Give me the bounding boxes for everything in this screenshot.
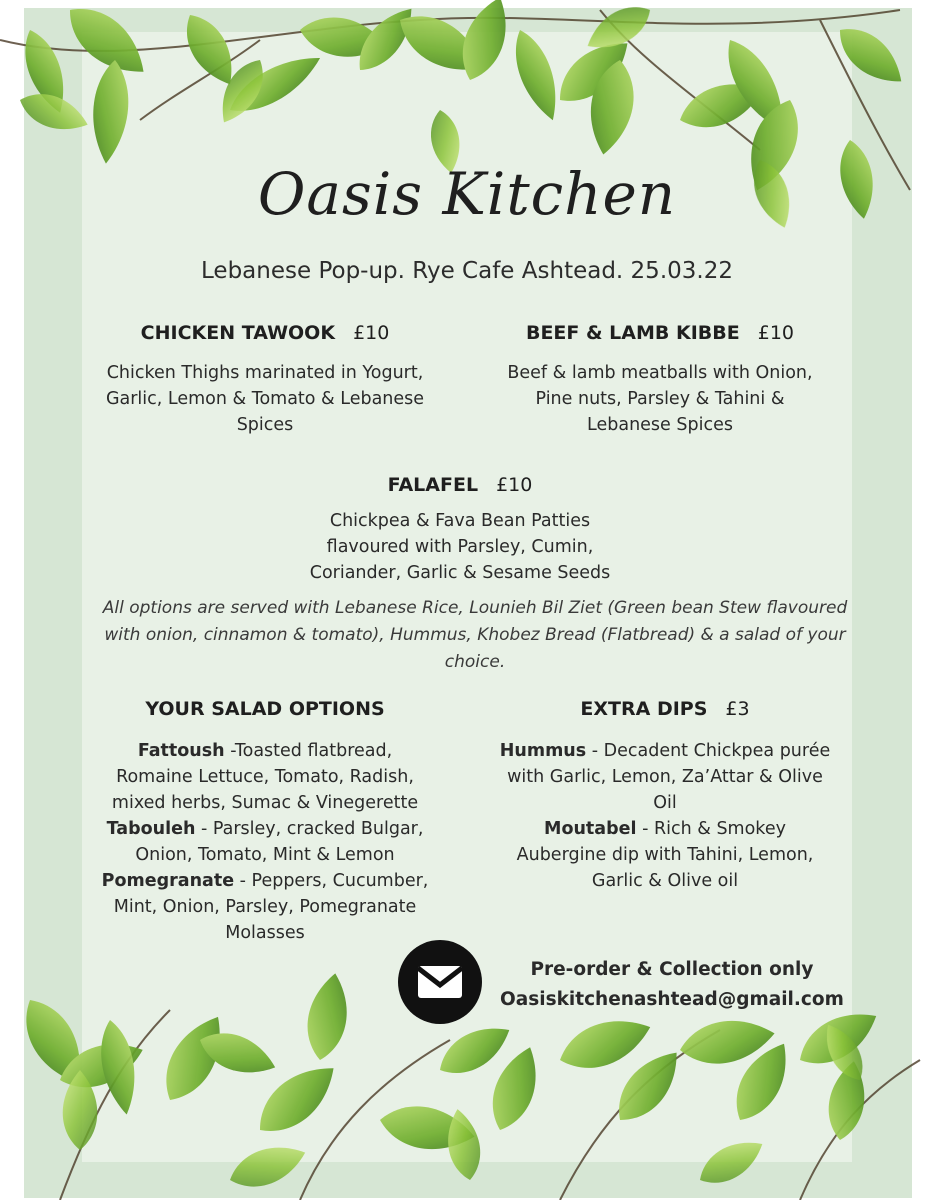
salad-item-pomegranate: [90, 868, 440, 894]
dish-beef-lamb-kibbe: [480, 322, 840, 438]
desc-line: Pine nuts, Parsley & Tahini &: [535, 389, 785, 409]
page-title: Oasis Kitchen: [257, 160, 677, 228]
dish-heading: [90, 322, 440, 344]
dip-item-moutabel: [490, 816, 840, 842]
salad-text: Molasses: [225, 923, 305, 943]
note-line: with onion, cinnamon & tomato), Hummus, Khobez Bread (Flatbread) & a salad of your: [104, 625, 846, 645]
dish-description: [90, 360, 440, 438]
dip-text: Aubergine dip with Tahini, Lemon,: [516, 845, 814, 865]
dish-price: £10: [757, 322, 795, 344]
desc-line: Chickpea & Fava Bean Patties: [329, 511, 591, 531]
served-with-note: [100, 595, 850, 676]
dish-price: £10: [353, 322, 390, 344]
dip-list: [490, 738, 840, 894]
salad-name: Pomegranate: [101, 871, 235, 891]
extra-dips-section: [490, 698, 840, 894]
dish-name: BEEF & LAMB KIBBE: [525, 322, 740, 344]
salad-text: -Toasted flatbread,: [224, 741, 393, 761]
salad-text: Mint, Onion, Parsley, Pomegranate: [113, 897, 417, 917]
dish-name: CHICKEN TAWOOK: [140, 322, 336, 344]
contact-block: [500, 955, 844, 1015]
preorder-text: Pre-order & Collection only: [530, 959, 814, 980]
salad-text: Romaine Lettuce, Tomato, Radish,: [116, 767, 414, 787]
salad-text: - Peppers, Cucumber,: [234, 871, 429, 891]
dish-chicken-tawook: [90, 322, 440, 438]
desc-line: Spices: [236, 415, 294, 435]
dip-name: Hummus: [499, 741, 587, 761]
dish-description: [280, 508, 640, 586]
desc-line: Coriander, Garlic & Sesame Seeds: [309, 563, 611, 583]
salad-item-fattoush: [90, 738, 440, 764]
desc-line: Garlic, Lemon & Tomato & Lebanese: [105, 389, 425, 409]
salad-options-section: [90, 698, 440, 946]
salad-item-tabouleh: [90, 816, 440, 842]
salad-list: [90, 738, 440, 946]
dish-falafel: [280, 474, 640, 586]
salad-name: Fattoush: [137, 741, 225, 761]
desc-line: Lebanese Spices: [587, 415, 733, 435]
dip-item-hummus: [490, 738, 840, 764]
salad-text: Onion, Tomato, Mint & Lemon: [135, 845, 395, 865]
dish-price: £10: [496, 474, 533, 496]
desc-line: Chicken Thighs marinated in Yogurt,: [106, 363, 424, 383]
dish-name: FALAFEL: [387, 474, 479, 496]
event-subtitle: Lebanese Pop-up. Rye Cafe Ashtead. 25.03.22: [201, 258, 733, 284]
envelope-glyph: [398, 940, 482, 1024]
salad-text: - Parsley, cracked Bulgar,: [195, 819, 424, 839]
section-heading: [490, 698, 840, 720]
dip-text: Garlic & Olive oil: [591, 871, 739, 891]
dish-heading: [480, 322, 840, 344]
dips-price: £3: [725, 698, 750, 720]
envelope-icon[interactable]: [398, 940, 482, 1024]
salad-name: Tabouleh: [106, 819, 196, 839]
note-line: All options are served with Lebanese Rice, Lounieh Bil Ziet (Green bean Stew flavoured: [102, 598, 848, 618]
dip-text: Oil: [653, 793, 677, 813]
email-link[interactable]: Oasiskitchenashtead@gmail.com: [500, 989, 844, 1010]
section-title: EXTRA DIPS: [580, 698, 708, 720]
dish-description: [480, 360, 840, 438]
section-heading: YOUR SALAD OPTIONS: [145, 698, 385, 720]
dish-heading: [280, 474, 640, 496]
desc-line: Beef & lamb meatballs with Onion,: [507, 363, 813, 383]
salad-text: mixed herbs, Sumac & Vinegerette: [111, 793, 419, 813]
note-line: choice.: [444, 652, 506, 672]
dip-text: - Decadent Chickpea purée: [586, 741, 831, 761]
dip-text: - Rich & Smokey: [636, 819, 786, 839]
desc-line: flavoured with Parsley, Cumin,: [326, 537, 594, 557]
dip-name: Moutabel: [544, 819, 637, 839]
dip-text: with Garlic, Lemon, Za’Attar & Olive: [507, 767, 823, 787]
